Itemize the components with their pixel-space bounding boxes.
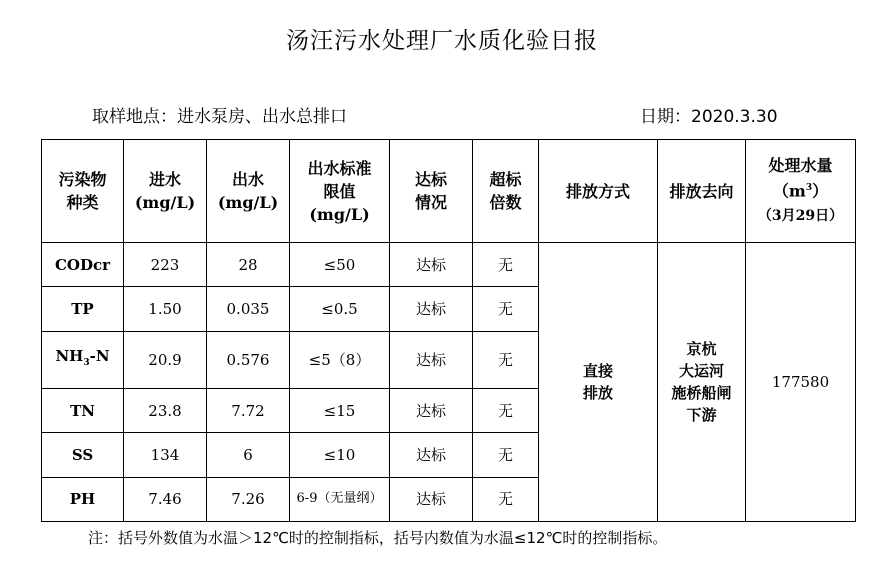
pollutant-name: CODcr [42, 243, 124, 287]
outflow-value: 7.72 [207, 389, 290, 433]
outflow-value: 6 [207, 433, 290, 477]
exceed-multiple: 无 [473, 287, 539, 331]
limit-value: ≤0.5 [290, 287, 390, 331]
report-title: 汤汪污水处理厂水质化验日报 [286, 28, 598, 54]
outflow-value: 7.26 [207, 477, 290, 521]
exceed-multiple: 无 [473, 243, 539, 287]
outflow-value: 28 [207, 243, 290, 287]
inflow-value: 20.9 [124, 331, 207, 389]
compliance-status: 达标 [390, 331, 473, 389]
footnote: 注：括号外数值为水温＞12℃时的控制指标，括号内数值为水温≤12℃时的控制指标。 [88, 529, 668, 547]
header-row [42, 140, 856, 243]
header-treated-volume: 处理水量 $(m^3)$ （3月29日） [746, 140, 856, 243]
limit-value: 6-9（无量纲） [290, 477, 390, 521]
header-discharge-mode: 排放方式 [539, 140, 658, 243]
sampling-location: 取样地点：进水泵房、出水总排口 [92, 107, 347, 127]
outflow-value: 0.035 [207, 287, 290, 331]
report-date: 日期：2020.3.30 [640, 107, 778, 127]
pollutant-name: $NH_3-N$ [42, 331, 124, 389]
exceed-multiple: 无 [473, 477, 539, 521]
header-pollutant: 污染物 种类 [42, 140, 124, 243]
inflow-value: 1.50 [124, 287, 207, 331]
compliance-status: 达标 [390, 243, 473, 287]
header-outflow: 出水 (mg/L) [207, 140, 290, 243]
pollutant-name: PH [42, 477, 124, 521]
limit-value: ≤10 [290, 433, 390, 477]
pollutant-name: SS [42, 433, 124, 477]
table-row [42, 243, 856, 287]
compliance-status: 达标 [390, 433, 473, 477]
treated-volume: 177580 [746, 243, 856, 522]
limit-value: ≤15 [290, 389, 390, 433]
compliance-status: 达标 [390, 389, 473, 433]
inflow-value: 223 [124, 243, 207, 287]
header-multiple: 超标 倍数 [473, 140, 539, 243]
header-inflow: 进水 (mg/L) [124, 140, 207, 243]
header-limit: 出水标准 限值 (mg/L) [290, 140, 390, 243]
exceed-multiple: 无 [473, 389, 539, 433]
compliance-status: 达标 [390, 287, 473, 331]
compliance-status: 达标 [390, 477, 473, 521]
header-status: 达标 情况 [390, 140, 473, 243]
discharge-destination: 京杭 大运河 施桥船闸 下游 [658, 243, 746, 522]
pollutant-name: TP [42, 287, 124, 331]
pollutant-name: TN [42, 389, 124, 433]
exceed-multiple: 无 [473, 331, 539, 389]
inflow-value: 23.8 [124, 389, 207, 433]
inflow-value: 7.46 [124, 477, 207, 521]
exceed-multiple: 无 [473, 433, 539, 477]
limit-value: ≤50 [290, 243, 390, 287]
header-discharge-destination: 排放去向 [658, 140, 746, 243]
limit-value: ≤5（8） [290, 331, 390, 389]
discharge-mode: 直接 排放 [539, 243, 658, 522]
water-quality-table [41, 139, 856, 522]
outflow-value: 0.576 [207, 331, 290, 389]
inflow-value: 134 [124, 433, 207, 477]
